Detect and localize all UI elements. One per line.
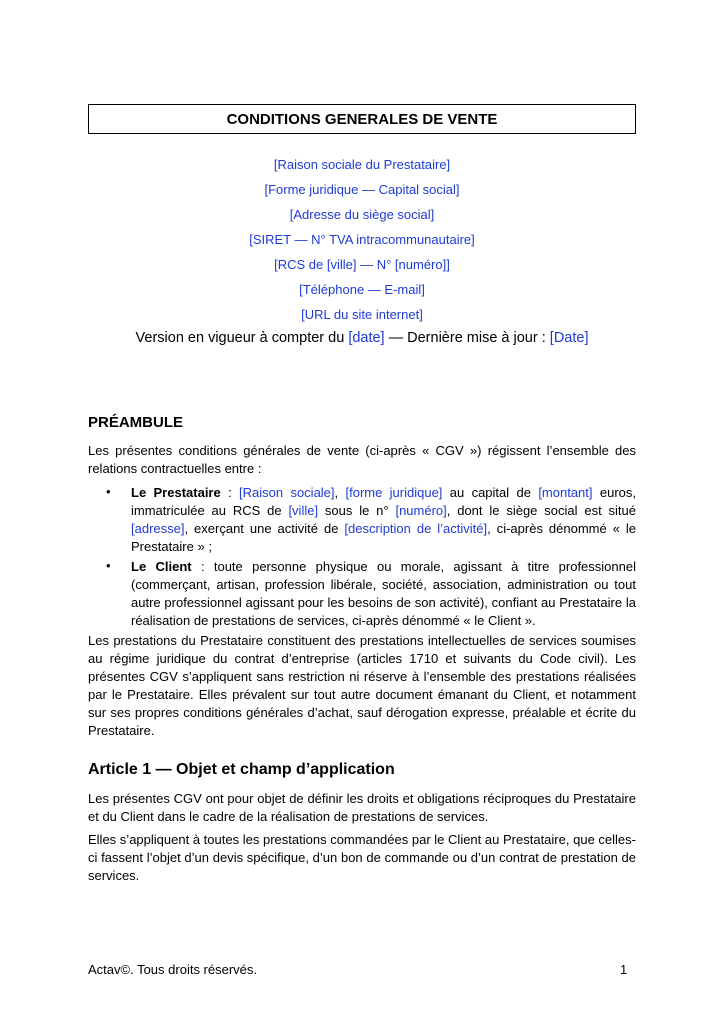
document-title: CONDITIONS GENERALES DE VENTE (88, 104, 636, 134)
bullet-client-text: : toute personne physique ou morale, agissant à titre professionnel (commerçant, artisan, profession libérale, société, association, administration ou tout autre professionnel agissant pour les besoins de son activité), confiant au Prestataire la réalisation de prestations de services, ci-après dénommé « le Client ». (131, 559, 636, 628)
text-segment: , ci-après dénommé « le Prestataire » ; (131, 521, 636, 554)
page-number: 1 (620, 962, 628, 977)
text-segment: euros, immatriculée au RCS de (131, 485, 636, 518)
header-line-url: [URL du site internet] (301, 307, 423, 322)
preambule-intro: Les présentes conditions générales de vente (ci-après « CGV ») régissent l’ensemble des relations contractuelles entre : (88, 443, 636, 476)
placeholder-numero: [numéro] (395, 503, 447, 518)
placeholder-activite: [description de l’activité] (344, 521, 488, 536)
article1-paragraph-2: Elles s’appliquent à toutes les prestations commandées par le Client au Prestataire, que celles-ci fassent l’objet d’un devis spécifique, d’un bon de commande ou d’un contrat de prestation de services. (88, 832, 636, 883)
footer-copyright: Actav©. Tous droits réservés. (88, 962, 258, 977)
bullet-prestataire (131, 484, 636, 556)
version-line (88, 330, 636, 346)
header-line-raison-sociale: [Raison sociale du Prestataire] (273, 157, 451, 172)
header-line-siret: [SIRET — N° TVA intracommunautaire] (249, 232, 475, 247)
preambule-paragraph: Les prestations du Prestataire constituent des prestations intellectuelles de services soumises au régime juridique du contrat d’entreprise (articles 1710 et suivants du Code civil). Les présentes CGV s’appliquent sans restriction ni réserve à l’ensemble des prestations réalisées par le Prestataire. Elles prévalent sur tout autre document émanant du Client, et notamment sur ses propres conditions générales d’achat, sauf dérogation expresse, préalable et écrite du Prestataire. (88, 633, 636, 738)
bullet-client (131, 558, 636, 630)
version-date: [date] (348, 330, 385, 346)
placeholder-ville: [ville] (288, 503, 319, 518)
bullet-prestataire-label: Le Prestataire (131, 485, 221, 500)
text-segment: : (220, 485, 240, 500)
text-segment: au capital de (442, 485, 539, 500)
preambule-heading: PRÉAMBULE (88, 414, 184, 431)
placeholder-raison-sociale: [Raison sociale] (239, 485, 335, 500)
version-middle: — Dernière mise à jour : (384, 330, 550, 346)
placeholder-adresse: [adresse] (131, 521, 185, 536)
placeholder-montant: [montant] (538, 485, 593, 500)
header-line-rcs: [RCS de [ville] — N° [numéro]] (274, 257, 450, 272)
update-date: [Date] (549, 330, 589, 346)
bullet-marker-2: • (106, 558, 111, 573)
bullet-client-label: Le Client (131, 559, 192, 574)
provider-header (88, 155, 636, 330)
header-line-adresse: [Adresse du siège social] (289, 207, 435, 222)
text-segment: , dont le siège social est situé (446, 503, 636, 518)
article1-paragraph-1: Les présentes CGV ont pour objet de définir les droits et obligations réciproques du Prestataire et du Client dans le cadre de la réalisation de prestations de services. (88, 791, 636, 824)
header-line-forme-juridique: [Forme juridique — Capital social] (264, 182, 460, 197)
text-segment: , exerçant une activité de (184, 521, 345, 536)
placeholder-forme-juridique: [forme juridique] (345, 485, 443, 500)
article1-heading: Article 1 — Objet et champ d’application (88, 761, 395, 778)
text-segment: , (334, 485, 346, 500)
version-prefix: Version en vigueur à compter du (135, 330, 349, 346)
bullet-marker-1: • (106, 484, 111, 499)
text-segment: sous le n° (318, 503, 396, 518)
header-line-contact: [Téléphone — E-mail] (299, 282, 425, 297)
